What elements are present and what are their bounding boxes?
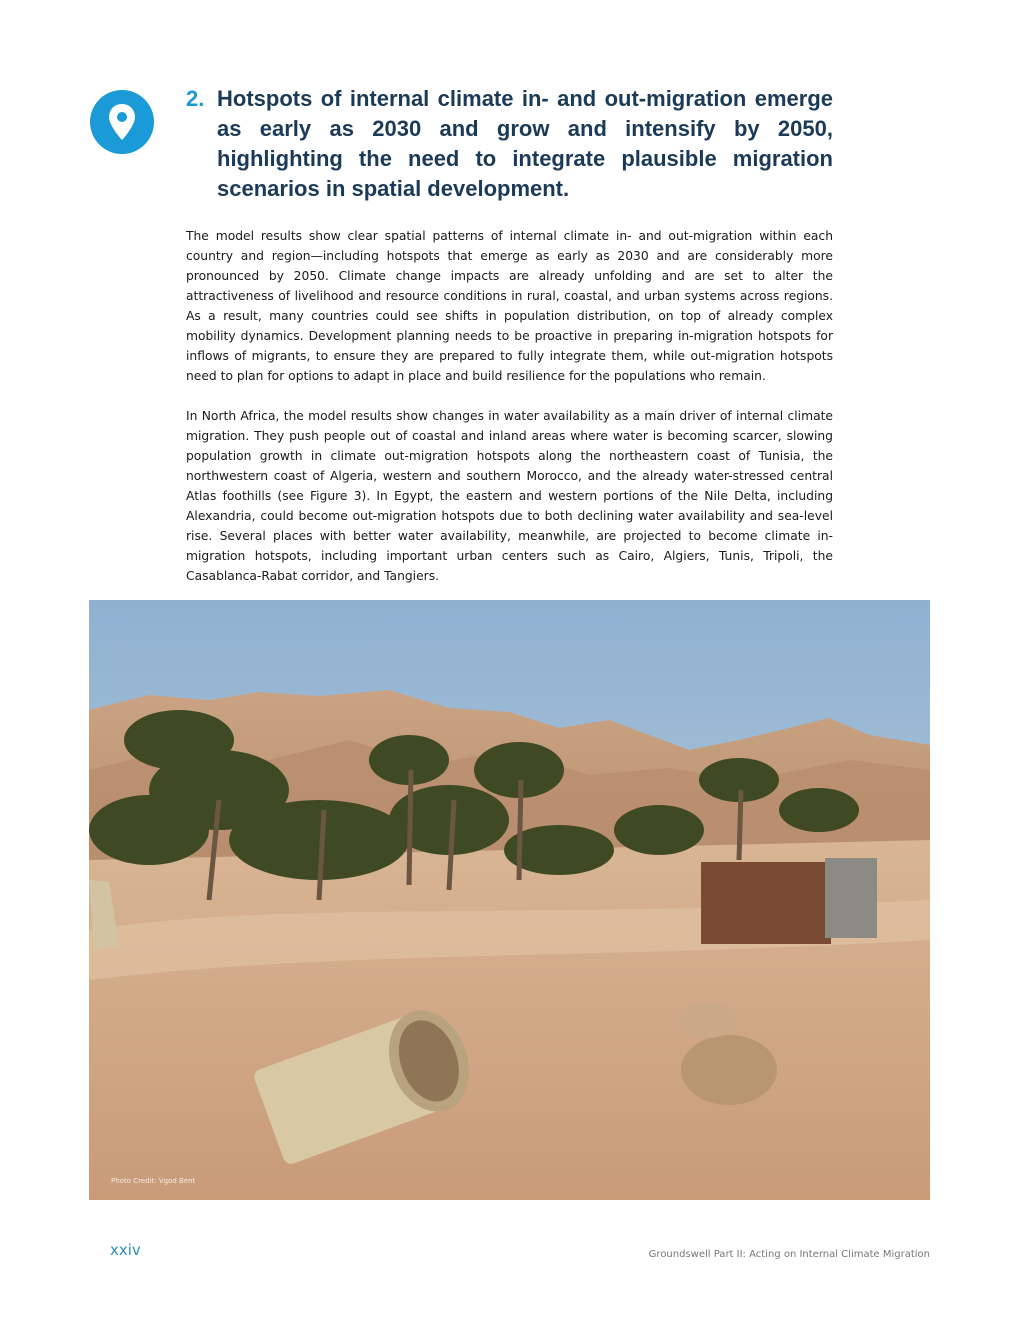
section-heading bbox=[186, 84, 833, 204]
section-title: Hotspots of internal climate in- and out-migration emerge as early as 2030 and grow and intensify by 2050, highlighting the need to integrate plausible migration scenarios in spatial development. bbox=[217, 86, 833, 201]
photo-credit: Photo Credit: Vgod Bent bbox=[111, 1177, 196, 1185]
body-paragraph: In North Africa, the model results show changes in water availability as a main driver of internal climate migration. They push people out of coastal and inland areas where water is becoming scarcer, slowing population growth in climate out-migration hotspots along the northeastern coast of Tunisia, the northwestern coast of Algeria, western and southern Morocco, and the already water-stressed central Atlas foothills (see Figure 3). In Egypt, the eastern and western portions of the Nile Delta, including Alexandria, could become out-migration hotspots due to both declining water availability and sea-level rise. Several places with better water availability, meanwhile, are projected to become climate in-migration hotspots, including important urban centers such as Cairo, Algiers, Tunis, Tripoli, the Casablanca-Rabat corridor, and Tangiers. bbox=[186, 409, 833, 583]
footer-document-title: Groundswell Part II: Acting on Internal Climate Migration bbox=[648, 1249, 930, 1260]
page-number: xxiv bbox=[110, 1241, 141, 1259]
section-number: 2. bbox=[186, 86, 205, 111]
body-paragraph: The model results show clear spatial patterns of internal climate in- and out-migration within each country and region—including hotspots that emerge as early as 2030 and are considerably more pronounced by 2050. Climate change impacts are already unfolding and are set to alter the attractiveness of livelihood and resource conditions in rural, coastal, and urban systems across regions. As a result, many countries could see shifts in population distribution, on top of already complex mobility dynamics. Development planning needs to be proactive in preparing in-migration hotspots for inflows of migrants, to ensure they are prepared to fully integrate them, while out-migration hotspots need to plan for options to adapt in place and build resilience for the populations who remain. bbox=[186, 229, 833, 383]
location-pin-icon bbox=[90, 90, 154, 154]
desert-oasis-photo bbox=[89, 600, 930, 1200]
